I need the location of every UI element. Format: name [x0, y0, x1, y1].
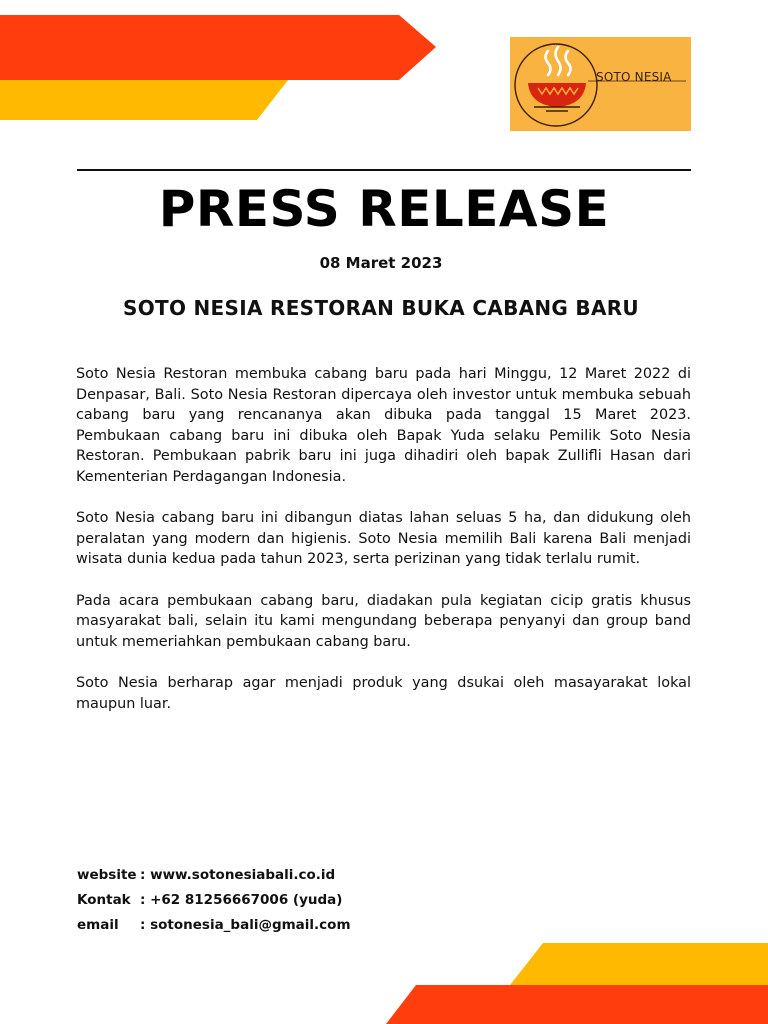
paragraph-4: Soto Nesia berharap agar menjadi produk yang dsukai oleh masayarakat lokal maupun luar.: [76, 674, 691, 712]
bottom-red-banner: [386, 985, 768, 1024]
phone-value: : +62 81256667006 (yuda): [140, 892, 343, 908]
top-red-banner: [0, 15, 436, 80]
website-label: website: [77, 867, 137, 883]
contact-email: [77, 913, 351, 938]
email-link[interactable]: : sotonesia_bali@gmail.com: [140, 917, 351, 933]
top-yellow-banner: [0, 80, 288, 120]
headline: SOTO NESIA RESTORAN BUKA CABANG BARU: [123, 296, 639, 320]
paragraph-3: Pada acara pembukaan cabang baru, diadakan pula kegiatan cicip gratis khusus masyarakat bali, selain itu kami mengundang beberapa penyanyi dan group band untuk memeriahkan pembukaan cabang baru.: [76, 592, 691, 650]
contact-info: [77, 863, 351, 938]
email-label: email: [77, 917, 119, 933]
website-link[interactable]: : www.sotonesiabali.co.id: [140, 867, 336, 883]
contact-website: [77, 863, 351, 888]
contact-phone: [77, 888, 351, 913]
paragraph-1: Soto Nesia Restoran membuka cabang baru pada hari Minggu, 12 Maret 2022 di Denpasar, Bali. Soto Nesia Restoran dipercaya oleh investor untuk membuka sebuah cabang baru yang rencananya akan dibuka pada tanggal 15 Maret 2023. Pembukaan cabang baru ini dibuka oleh Bapak Yuda selaku Pemilik Soto Nesia Restoran. Pembukaan pabrik baru ini juga dihadiri oleh bapak Zullifli Hasan dari Kementerian Perdagangan Indonesia.: [76, 366, 691, 485]
phone-label: Kontak: [77, 892, 131, 908]
page-title: PRESS RELEASE: [158, 180, 610, 238]
logo-text: SOTO NESIA: [596, 70, 672, 84]
bottom-yellow-banner: [510, 943, 768, 985]
paragraph-2: Soto Nesia cabang baru ini dibangun diatas lahan seluas 5 ha, dan didukung oleh peralatan yang modern dan higienis. Soto Nesia memilih Bali karena Bali menjadi wisata dunia kedua pada tahun 2023, serta perizinan yang tidak terlalu rumit.: [76, 510, 691, 568]
press-release-body: [76, 364, 691, 735]
header-divider: [77, 169, 691, 171]
soup-bowl-icon: [510, 37, 691, 131]
release-date: 08 Maret 2023: [319, 254, 443, 272]
brand-logo: [510, 37, 691, 131]
